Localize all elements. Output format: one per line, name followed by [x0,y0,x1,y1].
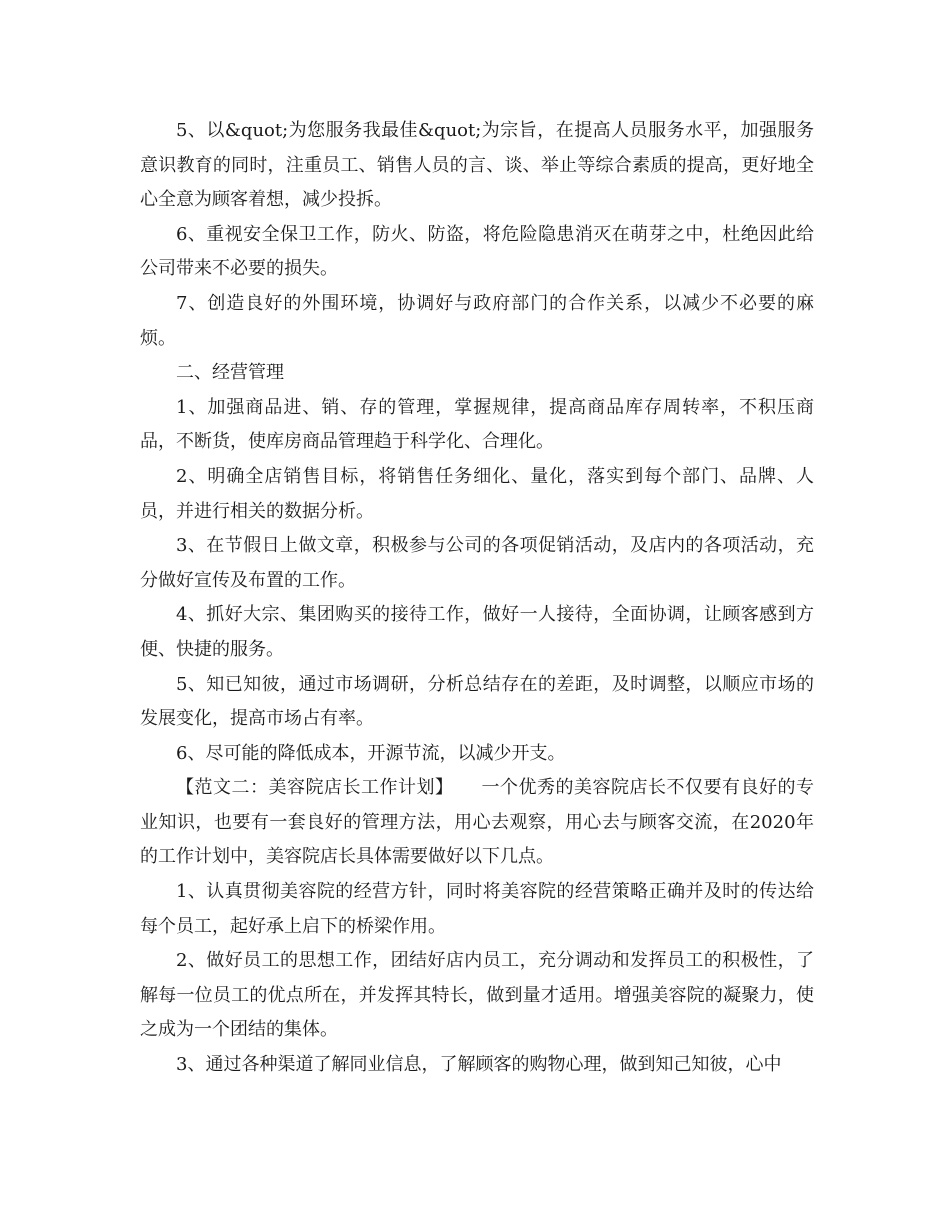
paragraph-market-research: 5、知已知彼，通过市场调研，分析总结存在的差距，及时调整，以顺应市场的发展变化，提高市场占有率。 [140,673,814,730]
paragraph-group-purchase: 4、抓好大宗、集团购买的接待工作，做好一人接待，全面协调，让顾客感到方便、快捷的服务。 [140,604,814,660]
paragraph-sample-two-intro: 【范文二：美容院店长工作计划】 一个优秀的美容院店长不仅要有良好的专业知识，也要有一套良好的管理方法，用心去观察，用心去与顾客交流，在2020年的工作计划中，美容院店长具体需要做好以下几点。 [140,777,814,868]
section-heading-operations: 二、经营管理 [176,362,284,384]
paragraph-security: 6、重视安全保卫工作，防火、防盗，将危险隐患消灭在萌芽之中，杜绝因此给公司带来不必要的损失。 [140,223,814,280]
paragraph-inventory: 1、加强商品进、销、存的管理，掌握规律，提高商品库存周转率，不积压商品，不断货，使库房商品管理趋于科学化、合理化。 [140,396,814,453]
paragraph-service-goal: 5、以&quot;为您服务我最佳&quot;为宗旨，在提高人员服务水平，加强服务意识教育的同时，注重员工、销售人员的言、谈、举止等综合素质的提高，更好地全心全意为顾客着想，减少投拆。 [140,120,814,211]
paragraph-holiday-promotion: 3、在节假日上做文章，积极参与公司的各项促销活动，及店内的各项活动，充分做好宣传及布置的工作。 [140,535,814,591]
paragraph-policy: 1、认真贯彻美容院的经营方针，同时将美容院的经营策略正确并及时的传达给每个员工，起好承上启下的桥梁作用。 [140,881,814,937]
paragraph-environment: 7、创造良好的外围环境，协调好与政府部门的合作关系，以减少不必要的麻烦。 [140,292,814,349]
paragraph-sales-target: 2、明确全店销售目标，将销售任务细化、量化，落实到每个部门、品牌、人员，并进行相关的数据分析。 [140,465,814,522]
paragraph-industry-info: 3、通过各种渠道了解同业信息，了解顾客的购物心理，做到知己知彼，心中 [176,1054,782,1076]
document-body [140,114,814,1083]
paragraph-staff: 2、做好员工的思想工作，团结好店内员工，充分调动和发挥员工的积极性，了解每一位员工的优点所在，并发挥其特长，做到量才适用。增强美容院的凝聚力，使之成为一个团结的集体。 [140,950,814,1041]
paragraph-cost-reduction: 6、尽可能的降低成本，开源节流，以减少开支。 [176,742,566,764]
